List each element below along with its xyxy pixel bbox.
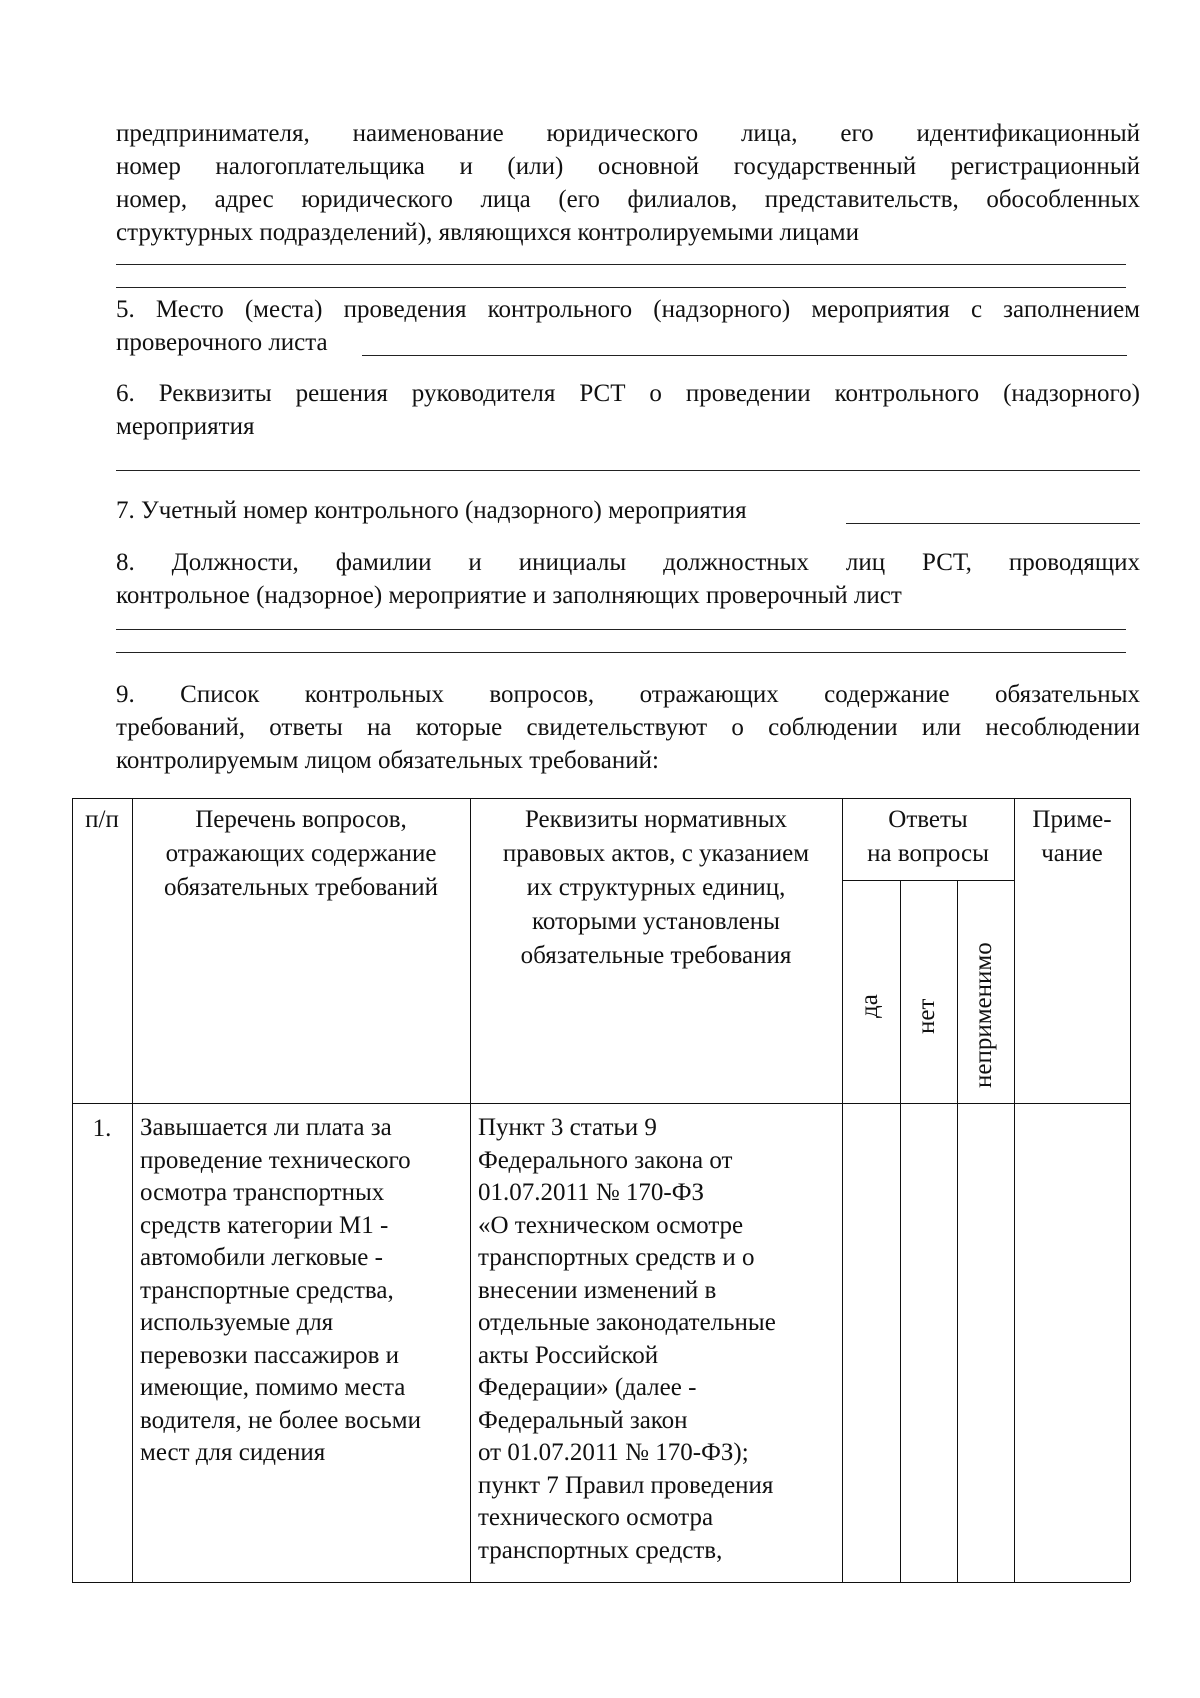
row-requisites-line: «О техническом осмотре bbox=[478, 1211, 744, 1239]
row-question-line: транспортные средства, bbox=[140, 1276, 394, 1304]
header-questions-line: обязательных требований bbox=[164, 874, 438, 901]
row-question-line: перевозки пассажиров и bbox=[140, 1341, 400, 1369]
col-border bbox=[1130, 798, 1131, 1582]
row-requisites-line: Федеральный закон bbox=[478, 1406, 688, 1434]
row-requisites-line: Федерального закона от bbox=[478, 1146, 733, 1174]
header-questions-line: Перечень вопросов, bbox=[195, 806, 407, 833]
row-question-line: мест для сидения bbox=[140, 1439, 326, 1466]
header-requisites-line: правовых актов, с указанием bbox=[502, 840, 810, 867]
header-note bbox=[1014, 803, 1130, 871]
item-5 bbox=[116, 293, 1140, 326]
header-answers-line: на вопросы bbox=[867, 840, 989, 867]
intro-line: номер, адрес юридического лица (его филиалов, представительств, обособленных bbox=[116, 186, 1140, 213]
row-requisites-line: пункт 7 Правил проведения bbox=[478, 1471, 774, 1499]
header-answer-yes: да bbox=[856, 994, 883, 1018]
item-5-cont bbox=[116, 326, 328, 359]
item-9 bbox=[116, 678, 1140, 777]
item-6-line: 6. Реквизиты решения руководителя РСТ о проведении контрольного (надзорного) bbox=[116, 380, 1140, 407]
table-border-top bbox=[72, 798, 1130, 799]
col-border bbox=[72, 798, 73, 1582]
item-8-line: 8. Должности, фамилии и инициалы должностных лиц РСТ, проводящих bbox=[116, 549, 1140, 576]
intro-paragraph bbox=[116, 117, 1140, 249]
row-num: 1. bbox=[92, 1115, 112, 1142]
header-note-line: чание bbox=[1041, 840, 1103, 867]
col-border bbox=[1014, 798, 1015, 1582]
row-question-line: имеющие, помимо места bbox=[140, 1374, 406, 1401]
item-6-line: мероприятия bbox=[116, 413, 255, 440]
blank-line bbox=[362, 355, 1127, 356]
row-requisites-line: транспортных средств и о bbox=[478, 1244, 755, 1271]
header-requisites-line: их структурных единиц, bbox=[526, 874, 786, 901]
header-requisites-line: обязательные требования bbox=[520, 942, 792, 969]
row-requisites-line: внесении изменений в bbox=[478, 1276, 717, 1304]
answers-divider bbox=[842, 880, 1014, 881]
intro-line: номер налогоплательщика и (или) основной государственный регистрационный bbox=[116, 153, 1140, 180]
col-border bbox=[842, 798, 843, 1582]
row-question-line: используемые для bbox=[140, 1309, 334, 1336]
row-question-line: средств категории М1 - bbox=[140, 1211, 389, 1239]
blank-line bbox=[846, 523, 1140, 524]
item-6 bbox=[116, 377, 1140, 443]
item-9-line: требований, ответы на которые свидетельствуют о соблюдении или несоблюдении bbox=[116, 714, 1140, 741]
blank-line bbox=[116, 652, 1126, 653]
header-num: п/п bbox=[85, 806, 119, 833]
row-requisites-line: технического осмотра bbox=[478, 1504, 714, 1531]
row-question bbox=[140, 1112, 468, 1470]
blank-line bbox=[116, 629, 1126, 630]
item-7 bbox=[116, 494, 747, 527]
header-requisites-line: Реквизиты нормативных bbox=[524, 806, 788, 833]
intro-line: структурных подразделений), являющихся контролируемыми лицами bbox=[116, 219, 860, 246]
item-8-line: контрольное (надзорное) мероприятие и заполняющих проверочный лист bbox=[116, 582, 902, 609]
item-5-line: проверочного листа bbox=[116, 329, 328, 356]
header-questions bbox=[132, 803, 470, 905]
blank-line bbox=[116, 470, 1140, 471]
table-border-bottom bbox=[72, 1582, 1130, 1583]
blank-line bbox=[116, 287, 1126, 288]
row-requisites-line: от 01.07.2011 № 170-ФЗ); bbox=[478, 1439, 749, 1466]
item-9-line: 9. Список контрольных вопросов, отражающих содержание обязательных bbox=[116, 681, 1140, 708]
header-requisites bbox=[470, 803, 842, 973]
item-7-text: 7. Учетный номер контрольного (надзорного) мероприятия bbox=[116, 497, 747, 524]
row-requisites-line: 01.07.2011 № 170-ФЗ bbox=[478, 1179, 705, 1206]
row-question-line: проведение технического bbox=[140, 1146, 411, 1174]
header-requisites-line: которыми установлены bbox=[532, 908, 780, 935]
item-9-line: контролируемым лицом обязательных требований: bbox=[116, 747, 659, 774]
col-border bbox=[957, 880, 958, 1582]
row-requisites-line: транспортных средств, bbox=[478, 1536, 723, 1564]
header-answers-line: Ответы bbox=[888, 806, 968, 833]
blank-line bbox=[116, 264, 1126, 265]
row-requisites bbox=[478, 1112, 840, 1567]
header-answer-na: неприменимо bbox=[970, 942, 997, 1088]
header-note-line: Приме- bbox=[1032, 806, 1112, 833]
row-requisites-line: отдельные законодательные bbox=[478, 1309, 776, 1336]
col-border bbox=[132, 798, 133, 1582]
row-requisites-line: Пункт 3 статьи 9 bbox=[478, 1114, 657, 1141]
header-bottom-border bbox=[72, 1103, 1130, 1104]
header-answers bbox=[842, 803, 1014, 871]
row-requisites-line: Федерации» (далее - bbox=[478, 1374, 697, 1401]
row-requisites-line: акты Российской bbox=[478, 1341, 659, 1369]
row-question-line: автомобили легковые - bbox=[140, 1244, 383, 1271]
row-question-line: Завышается ли плата за bbox=[140, 1114, 392, 1141]
item-5-line: 5. Место (места) проведения контрольного (надзорного) мероприятия с заполнением bbox=[116, 296, 1140, 323]
row-question-line: водителя, не более восьми bbox=[140, 1406, 421, 1434]
row-question-line: осмотра транспортных bbox=[140, 1179, 385, 1206]
item-8 bbox=[116, 546, 1140, 612]
header-questions-line: отражающих содержание bbox=[165, 840, 437, 867]
col-border bbox=[900, 880, 901, 1582]
header-answer-no: нет bbox=[913, 998, 940, 1034]
intro-line: предпринимателя, наименование юридического лица, его идентификационный bbox=[116, 120, 1140, 147]
